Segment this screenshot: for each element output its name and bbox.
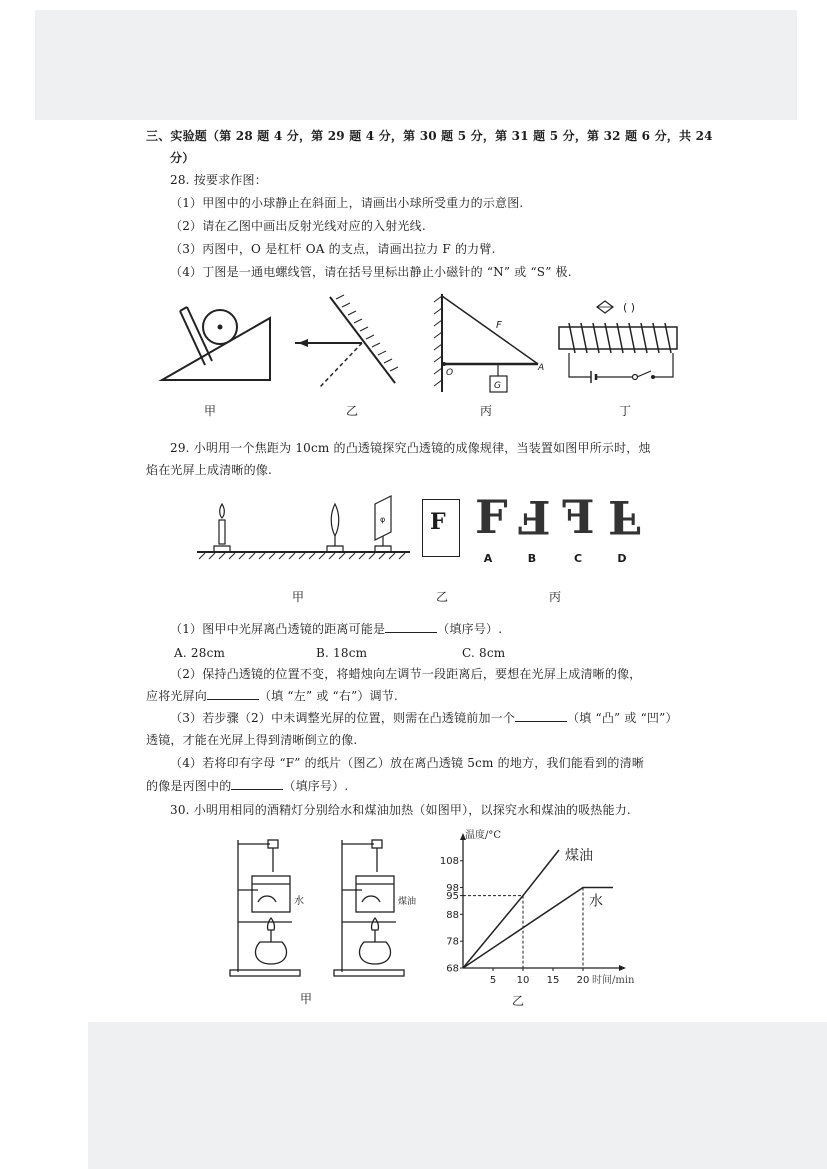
q29-stem-2: 焰在光屏上成清晰的像.	[146, 463, 273, 477]
q29-blank-2[interactable]	[207, 689, 259, 700]
q28-caption-jia: 甲	[203, 404, 216, 418]
q29-blank-3[interactable]	[515, 711, 567, 722]
q29-option-a-label: A	[483, 552, 493, 565]
x-axis-arrow	[619, 965, 626, 971]
q29-blank-1[interactable]	[385, 622, 437, 633]
lever-label-g: G	[494, 381, 501, 391]
q29-card-letter: F	[430, 509, 446, 535]
q30-figure-apparatus	[222, 832, 422, 982]
section-heading-cont: 分）	[170, 151, 195, 165]
y-tick-label: 95	[446, 891, 459, 903]
apparatus-label-water: 水	[294, 896, 304, 907]
q29-sub-2-line2: 应将光屏向 （填 “左” 或 “右”）调节.	[146, 689, 399, 703]
y-tick-label: 78	[446, 936, 459, 948]
svg-text:φ: φ	[380, 515, 386, 524]
q28-item-3: （3）丙图中，O 是杠杆 OA 的支点，请画出拉力 F 的力臂.	[170, 242, 496, 256]
lever-label-f: F	[496, 320, 502, 331]
q29-blank-4[interactable]	[231, 779, 283, 790]
q28-caption-bing: 丙	[479, 404, 492, 418]
lever-label-o: O	[446, 368, 454, 378]
q29-option-c-label: C	[573, 552, 583, 565]
y-tick-label: 98	[446, 883, 459, 895]
q28-caption-ding: 丁	[618, 404, 631, 418]
q29-caption-jia: 甲	[291, 590, 304, 604]
series-label-oil: 煤油	[565, 848, 593, 864]
q29-sub-3-line2: 透镜，才能在光屏上得到清晰倒立的像.	[146, 733, 358, 747]
q30-stem: 30. 小明用相同的酒精灯分别给水和煤油加热（如图甲），以探究水和煤油的吸热能力.	[170, 803, 631, 817]
q28-item-4: （4）丁图是一通电螺线管，请在括号里标出静止小磁针的 “N” 或 “S” 极.	[170, 265, 572, 279]
q28-figure-incline	[160, 295, 280, 385]
q30-caption-yi: 乙	[511, 994, 524, 1008]
q30-temperature-chart	[425, 830, 635, 998]
q29-choice-b: B. 18cm	[316, 646, 368, 660]
q29-sub-3-line1: （3）若步骤（2）中未调整光屏的位置，则需在凸透镜前加一个 （填 “凸” 或 “凹”）	[170, 711, 678, 725]
q29-option-c-image: F	[562, 490, 595, 544]
series-line-0	[463, 850, 559, 968]
q29-option-d-image: F	[608, 490, 641, 544]
q29-sub-2-line1: （2）保持凸透镜的位置不变，将蜡烛向左调节一段距离后，要想在光屏上成清晰的像，	[170, 667, 642, 681]
x-tick-label: 15	[546, 975, 560, 986]
x-axis-label: 时间/min	[592, 975, 635, 986]
solenoid-paren: ( )	[623, 301, 636, 314]
y-axis-label: 温度/°C	[465, 830, 502, 841]
q29-option-a-image: F	[475, 490, 508, 544]
series-label-water: 水	[589, 893, 603, 910]
q28-caption-yi: 乙	[345, 404, 358, 418]
q29-stem-1: 29. 小明用一个焦距为 10cm 的凸透镜探究凸透镜的成像规律，当装置如图甲所示时，烛	[170, 441, 651, 455]
q29-option-b-image: F	[518, 490, 551, 544]
q29-option-d-label: D	[617, 552, 627, 565]
lever-label-a: A	[538, 363, 545, 373]
q28-stem: 28. 按要求作图：	[170, 173, 267, 187]
y-tick-label: 88	[446, 909, 459, 921]
q29-sub-1: （1）图甲中光屏离凸透镜的距离可能是 （填序号）.	[170, 622, 503, 636]
q29-caption-yi: 乙	[435, 590, 448, 604]
apparatus-label-oil: 煤油	[398, 897, 417, 907]
y-tick-label: 68	[446, 963, 459, 975]
q29-option-b-label: B	[527, 552, 537, 565]
q29-caption-bing: 丙	[548, 590, 561, 604]
y-tick-label: 108	[439, 856, 459, 868]
q28-item-1: （1）甲图中的小球静止在斜面上，请画出小球所受重力的示意图.	[170, 196, 524, 210]
q28-figure-lever	[430, 292, 550, 402]
q30-caption-jia: 甲	[299, 992, 312, 1006]
q29-sub-4-line2: 的像是丙图中的 （填序号）.	[146, 779, 349, 793]
q28-figure-solenoid	[555, 295, 685, 390]
q29-sub-4-line1: （4）若将印有字母 “F” 的纸片（图乙）放在离凸透镜 5cm 的地方，我们能看到的清晰	[170, 756, 645, 770]
x-tick-label: 5	[489, 975, 497, 986]
q29-figure-bench	[195, 492, 415, 567]
x-tick-label: 10	[516, 975, 530, 986]
x-tick-label: 20	[576, 975, 590, 986]
q28-item-2: （2）请在乙图中画出反射光线对应的入射光线.	[170, 219, 426, 233]
q29-choice-a: A. 28cm	[174, 646, 226, 660]
section-heading: 三、实验题（第 28 题 4 分，第 29 题 4 分，第 30 题 5 分，第 31 题 5 分，第 32 题 6 分，共 24	[146, 129, 713, 143]
q29-choice-c: C. 8cm	[462, 646, 506, 660]
q28-figure-mirror	[290, 295, 400, 390]
